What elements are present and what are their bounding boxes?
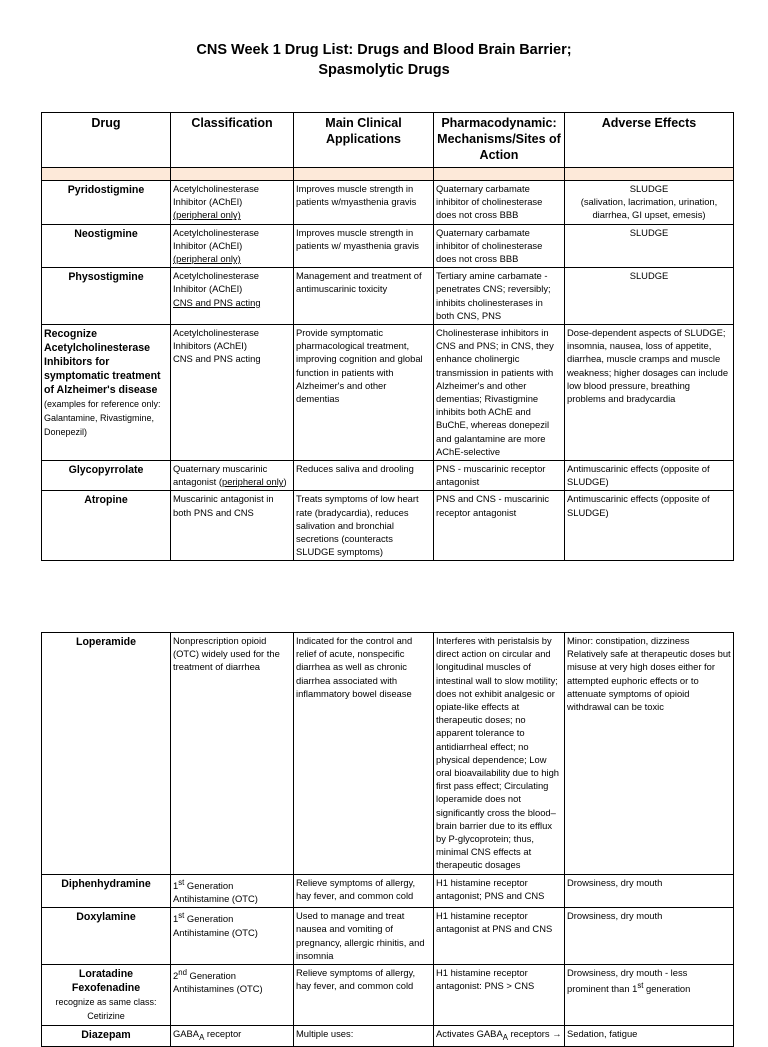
drug-name: Pyridostigmine <box>42 181 171 225</box>
header-applications: Main Clinical Applications <box>294 113 434 168</box>
application-cell: Multiple uses: <box>294 1026 434 1047</box>
application-cell: Management and treatment of antimuscarinic toxicity <box>294 268 434 325</box>
drug-name: Loperamide <box>42 633 171 875</box>
application-cell: Relieve symptoms of allergy, hay fever, and common cold <box>294 965 434 1026</box>
drug-note: recognize as same class: Cetirizine <box>55 997 157 1021</box>
application-cell: Treats symptoms of low heart rate (bradycardia), reduces salivation and bronchial secretions (counteracts SLUDGE symptoms) <box>294 491 434 561</box>
drug-name: Glycopyrrolate <box>42 461 171 491</box>
classification-cell: $GABA_A$ receptor <box>171 1026 294 1047</box>
classification-cell: 1st Generation Antihistamine (OTC) <box>171 874 294 908</box>
adverse-cell: Antimuscarinic effects (opposite of SLUDGE) <box>565 461 734 491</box>
title-line-2: Spasmolytic Drugs <box>318 62 450 78</box>
table-row <box>42 908 734 965</box>
mechanism-cell: Interferes with peristalsis by direct action on circular and longitudinal muscles of intestinal wall to slow motility; does not exhibit analgesic or opiate-like effects at therapeutic doses; no apparent tolerance to antidiarrheal effect; no physical dependence; Low oral bioavailability due to high first pass effect; Circulating loperamide does not significantly cross the blood–brain barrier due to its efflux by P-glycoprotein; thus, minimal CNS effects at therapeutic dosages <box>434 633 565 875</box>
classification-cell: 2nd Generation Antihistamines (OTC) <box>171 965 294 1026</box>
mechanism-cell: Quaternary carbamate inhibitor of cholinesterase does not cross BBB <box>434 181 565 225</box>
header-band-row <box>42 168 734 181</box>
mechanism-cell: PNS and CNS - muscarinic receptor antagonist <box>434 491 565 561</box>
drug-name: Neostigmine <box>42 224 171 268</box>
classification-cell: Acetylcholinesterase Inhibitor (AChEI) (peripheral only) <box>171 181 294 225</box>
drug-note: (examples for reference only: Galantamine, Rivastigmine, Donepezil) <box>44 399 161 438</box>
header-adverse: Adverse Effects <box>565 113 734 168</box>
drug-table-2 <box>41 632 734 1047</box>
table-row <box>42 325 734 461</box>
mechanism-cell: PNS - muscarinic receptor antagonist <box>434 461 565 491</box>
table-header-row <box>42 113 734 168</box>
classification-cell: Quaternary muscarinic antagonist (peripheral only) <box>171 461 294 491</box>
application-cell: Reduces saliva and drooling <box>294 461 434 491</box>
mechanism-cell: H1 histamine receptor antagonist at PNS and CNS <box>434 908 565 965</box>
application-cell: Indicated for the control and relief of acute, nonspecific diarrhea as well as chronic diarrhea associated with inflammatory bowel disease <box>294 633 434 875</box>
application-cell: Provide symptomatic pharmacological treatment, improving cognition and global function in patients with Alzheimer's and other dementias <box>294 325 434 461</box>
adverse-cell: Drowsiness, dry mouth <box>565 874 734 908</box>
table-row <box>42 491 734 561</box>
adverse-cell: Antimuscarinic effects (opposite of SLUDGE) <box>565 491 734 561</box>
document-title <box>0 40 768 80</box>
title-line-1: CNS Week 1 Drug List: Drugs and Blood Brain Barrier; <box>196 42 572 58</box>
drug-name: Doxylamine <box>42 908 171 965</box>
classification-cell: Muscarinic antagonist in both PNS and CNS <box>171 491 294 561</box>
table-row <box>42 224 734 268</box>
classification-cell: Acetylcholinesterase Inhibitor (AChEI) (peripheral only) <box>171 224 294 268</box>
classification-cell: Acetylcholinesterase Inhibitor (AChEI) CNS and PNS acting <box>171 268 294 325</box>
adverse-cell: Dose-dependent aspects of SLUDGE; insomnia, nausea, loss of appetite, diarrhea, muscle cramps and muscle weakness; higher dosages can include low blood pressure, breathing problems and bradycardia <box>565 325 734 461</box>
adverse-cell: SLUDGE <box>565 268 734 325</box>
adverse-cell: Minor: constipation, dizziness Relatively safe at therapeutic doses but misuse at very high doses either for attempted euphoric effects or to attenuate symptoms of opioid withdrawal can be toxic <box>565 633 734 875</box>
table-row <box>42 461 734 491</box>
application-cell: Improves muscle strength in patients w/myasthenia gravis <box>294 181 434 225</box>
drug-table-1 <box>41 112 734 561</box>
adverse-cell: Drowsiness, dry mouth <box>565 908 734 965</box>
drug-name: Physostigmine <box>42 268 171 325</box>
table-row <box>42 181 734 225</box>
table-row <box>42 874 734 908</box>
mechanism-cell: Cholinesterase inhibitors in CNS and PNS; in CNS, they enhance cholinergic transmission in patients with Alzheimer's and other dementias; Rivastigmine inhibits both AChE and BuChE, whereas donepezil and galantamine are more AChE-selective <box>434 325 565 461</box>
application-cell: Used to manage and treat nausea and vomiting of pregnancy, allergic rhinitis, and insomnia <box>294 908 434 965</box>
mechanism-cell: H1 histamine receptor antagonist: PNS > CNS <box>434 965 565 1026</box>
drug-name: Diazepam <box>42 1026 171 1047</box>
drug-name: Diphenhydramine <box>42 874 171 908</box>
table-row <box>42 965 734 1026</box>
mechanism-cell: Quaternary carbamate inhibitor of cholinesterase does not cross BBB <box>434 224 565 268</box>
classification-cell: Nonprescription opioid (OTC) widely used for the treatment of diarrhea <box>171 633 294 875</box>
mechanism-cell: H1 histamine receptor antagonist; PNS and CNS <box>434 874 565 908</box>
table-row <box>42 1026 734 1047</box>
application-cell: Improves muscle strength in patients w/ myasthenia gravis <box>294 224 434 268</box>
drug-name: Recognize Acetylcholinesterase Inhibitors for symptomatic treatment of Alzheimer's disease (examples for reference only: Galantamine, Rivastigmine, Donepezil) <box>42 325 171 461</box>
drug-name: Loratadine Fexofenadine recognize as same class: Cetirizine <box>42 965 171 1026</box>
header-mechanism: Pharmacodynamic: Mechanisms/Sites of Action <box>434 113 565 168</box>
application-cell: Relieve symptoms of allergy, hay fever, and common cold <box>294 874 434 908</box>
classification-cell: Acetylcholinesterase Inhibitors (AChEI) CNS and PNS acting <box>171 325 294 461</box>
classification-cell: 1st Generation Antihistamine (OTC) <box>171 908 294 965</box>
adverse-cell: SLUDGE <box>565 224 734 268</box>
header-classification: Classification <box>171 113 294 168</box>
adverse-cell: SLUDGE (salivation, lacrimation, urination, diarrhea, GI upset, emesis) <box>565 181 734 225</box>
drug-name: Atropine <box>42 491 171 561</box>
adverse-cell: Drowsiness, dry mouth - less prominent than 1st generation <box>565 965 734 1026</box>
header-drug: Drug <box>42 113 171 168</box>
adverse-cell: Sedation, fatigue <box>565 1026 734 1047</box>
mechanism-cell: Activates $GABA_A$ receptors → <box>434 1026 565 1047</box>
table-row <box>42 268 734 325</box>
table-row <box>42 633 734 875</box>
mechanism-cell: Tertiary amine carbamate - penetrates CNS; reversibly; inhibits cholinesterases in both CNS, PNS <box>434 268 565 325</box>
